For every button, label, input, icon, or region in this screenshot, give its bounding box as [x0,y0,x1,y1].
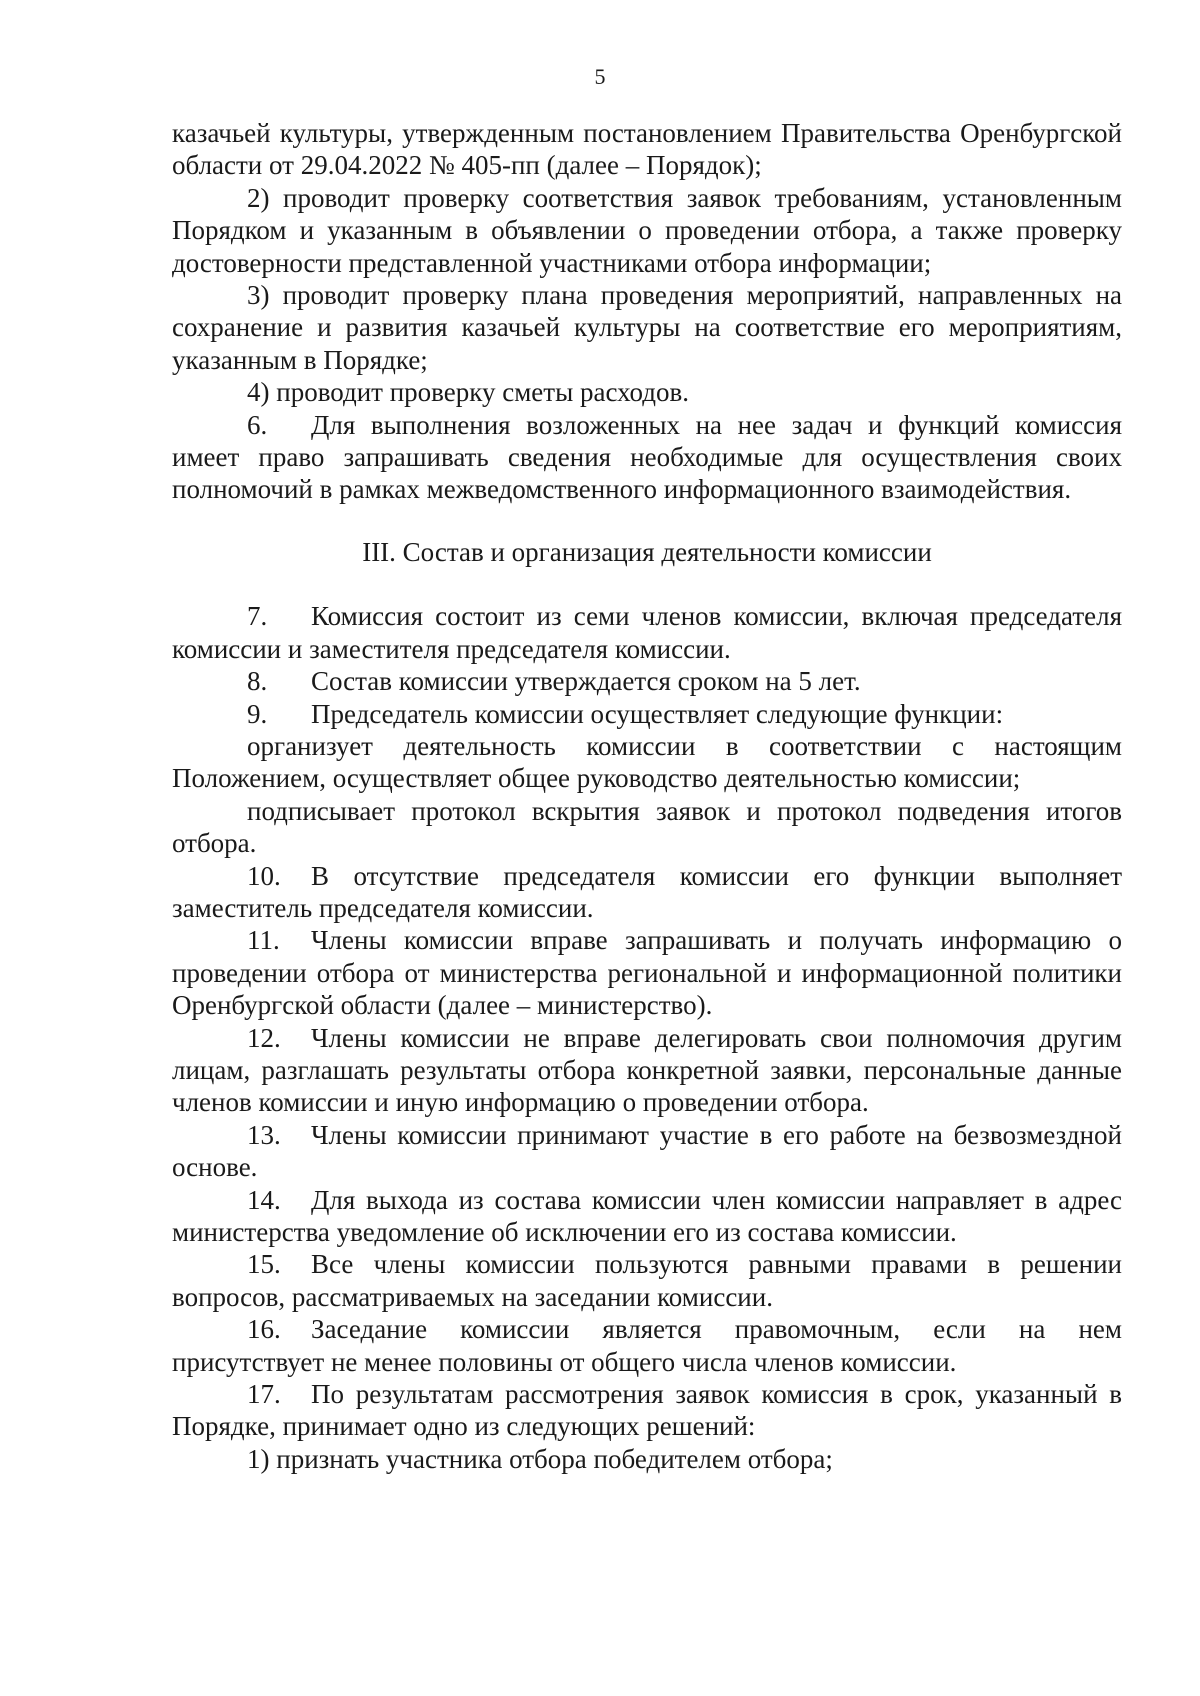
bottom-paragraphs [172,600,1122,1475]
paragraph-text: Председатель комиссии осуществляет следующие функции: [311,698,1004,729]
numbered-paragraph [172,1119,1122,1184]
numbered-paragraph [172,665,1122,697]
paragraph-text: Члены комиссии принимают участие в его работе на безвозмездной основе. [172,1119,1122,1183]
numbered-paragraph [172,409,1122,506]
paragraph-number: 16. [247,1314,281,1345]
paragraph-number: 7. [247,601,268,632]
paragraph-text: Все члены комиссии пользуются равными правами в решении вопросов, рассматриваемых на заседании комиссии. [172,1249,1122,1312]
paragraph: организует деятельность комиссии в соответствии с настоящим Положением, осуществляет общее руководство деятельностью комиссии; [172,730,1122,794]
numbered-paragraph [172,1378,1122,1443]
paragraph-text: Члены комиссии вправе запрашивать и получать информацию о проведении отбора от министерства региональной и информационной политики Оренбургской области (далее – министерство). [172,925,1122,1021]
continuation-paragraph: казачьей культуры, утвержденным постановлением Правительства Оренбургской области от 29.04.2022 № 405-пп (далее – Порядок); [172,118,1122,181]
paragraph-text: По результатам рассмотрения заявок комиссия в срок, указанный в Порядке, принимает одно из следующих решений: [172,1379,1122,1442]
paragraph-number: 10. [247,860,281,891]
numbered-paragraph [172,1184,1122,1249]
numbered-paragraph [172,924,1122,1021]
numbered-paragraph [172,1022,1122,1119]
paragraph-number: 13. [247,1119,281,1150]
numbered-paragraph [172,1248,1122,1313]
paragraph-text: В отсутствие председателя комиссии его функции выполняет заместитель председателя комиссии. [172,860,1122,923]
page-number: 5 [594,64,606,89]
numbered-paragraph [172,600,1122,665]
paragraph-text: Заседание комиссии является правомочным, если на нем присутствует не менее половины от общего числа членов комиссии. [172,1314,1122,1377]
paragraph-number: 9. [247,698,268,729]
paragraph: 3) проводит проверку плана проведения мероприятий, направленных на сохранение и развития казачьей культуры на соответствие его мероприятиям, указанным в Порядке; [172,280,1122,375]
top-paragraphs [172,117,1122,506]
paragraph-text: Комиссия состоит из семи членов комиссии, включая председателя комиссии и заместителя председателя комиссии. [172,601,1122,664]
paragraph: 2) проводит проверку соответствия заявок требованиям, установленным Порядком и указанным в объявлении о проведении отбора, а также проверку достоверности представленной участниками отбора информации; [172,182,1122,278]
paragraph: подписывает протокол вскрытия заявок и протокол подведения итогов отбора. [172,795,1122,859]
paragraph: 4) проводит проверку сметы расходов. [247,377,690,408]
paragraph-text: Состав комиссии утверждается сроком на 5 лет. [311,666,861,697]
paragraph-number: 14. [247,1184,281,1215]
paragraph-text: Для выхода из состава комиссии член комиссии направляет в адрес министерства уведомление об исключении его из состава комиссии. [172,1184,1122,1247]
numbered-paragraph [172,698,1122,730]
paragraph: 1) признать участника отбора победителем отбора; [247,1443,833,1474]
paragraph-text: Для выполнения возложенных на нее задач и функций комиссия имеет право запрашивать сведения необходимые для осуществления своих полномочий в рамках межведомственного информационного взаимодействия. [172,409,1122,505]
document-body [172,117,1122,1475]
paragraph-number: 12. [247,1022,281,1053]
numbered-paragraph [172,860,1122,925]
paragraph-text: Члены комиссии не вправе делегировать свои полномочия другим лицам, разглашать результаты отбора конкретной заявки, персональные данные членов комиссии и иную информацию о проведении отбора. [172,1022,1122,1118]
paragraph-number: 17. [247,1379,281,1410]
paragraph-number: 11. [247,925,280,956]
paragraph-number: 6. [247,409,268,440]
numbered-paragraph [172,1313,1122,1378]
section-heading: III. Состав и организация деятельности комиссии [362,536,932,567]
paragraph-number: 8. [247,666,268,697]
paragraph-number: 15. [247,1249,281,1280]
